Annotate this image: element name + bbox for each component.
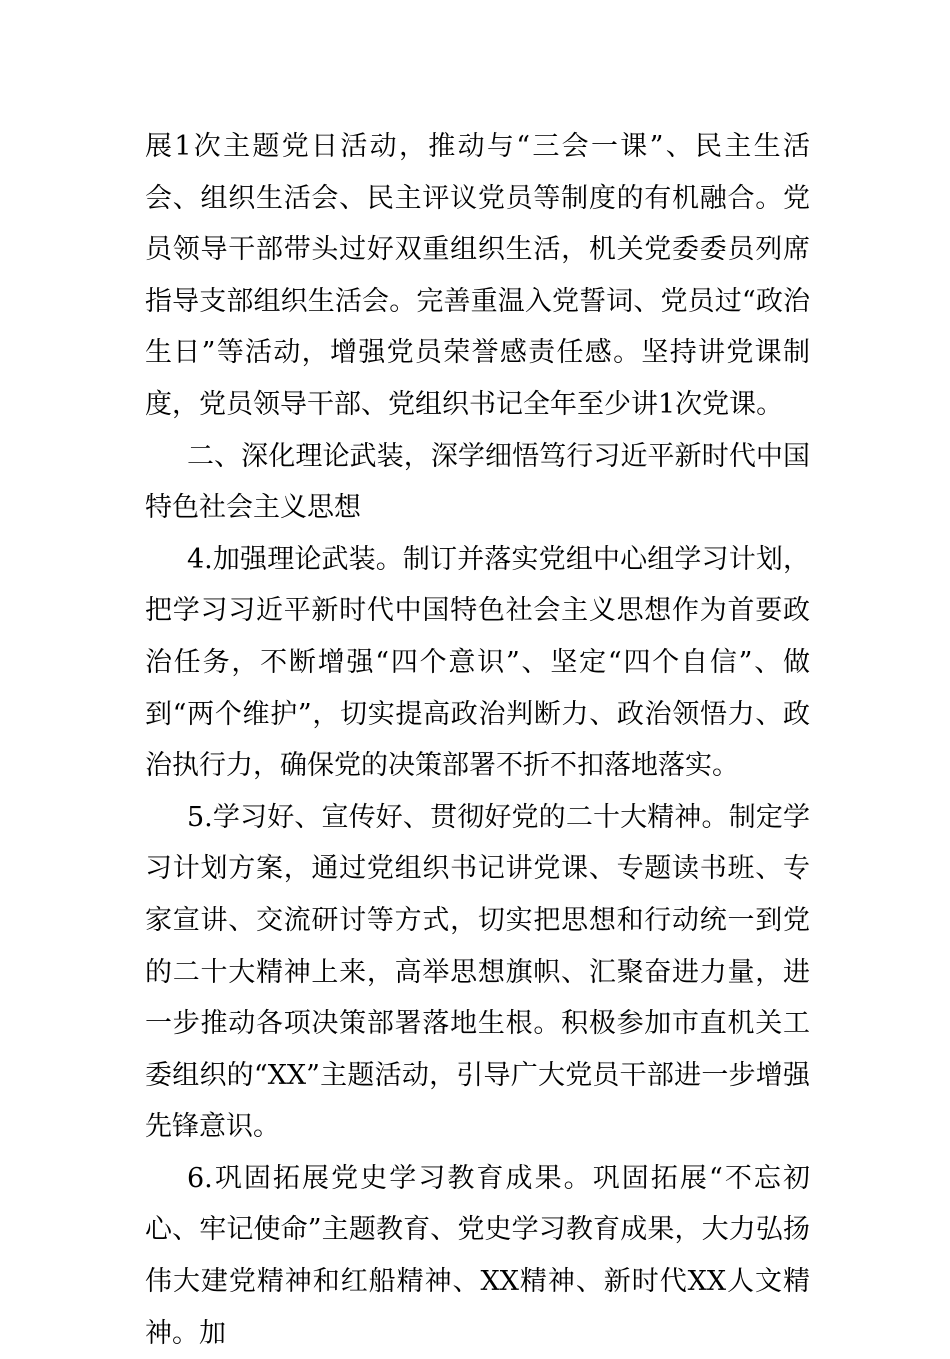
document-body — [145, 121, 810, 1359]
section-heading-theory-armament: 二、深化理论武装，深学细悟笃行习近平新时代中国特色社会主义思想 — [145, 440, 810, 524]
paragraph-item-6: 6.巩固拓展党史学习教育成果。巩固拓展“不忘初心、牢记使命”主题教育、党史学习教育成果，大力弘扬伟大建党精神和红船精神、XX精神、新时代XX人文精神。加 — [145, 1162, 810, 1349]
paragraph-item-5: 5.学习好、宣传好、贯彻好党的二十大精神。制定学习计划方案，通过党组织书记讲党课、专题读书班、专家宣讲、交流研讨等方式，切实把思想和行动统一到党的二十大精神上来，高举思想旗帜、汇聚奋进力量，进一步推动各项决策部署落地生根。积极参加市直机关工委组织的“XX”主题活动，引导广大党员干部进一步增强先锋意识。 — [145, 801, 810, 1143]
paragraph-item-4: 4.加强理论武装。制订并落实党组中心组学习计划，把学习习近平新时代中国特色社会主义思想作为首要政治任务，不断增强“四个意识”、坚定“四个自信”、做到“两个维护”，切实提高政治判断力、政治领悟力、政治执行力，确保党的决策部署不折不扣落地落实。 — [145, 543, 810, 782]
paragraph-continued-party-day: 展1次主题党日活动，推动与“三会一课”、民主生活会、组织生活会、民主评议党员等制度的有机融合。党员领导干部带头过好双重组织生活，机关党委委员列席指导支部组织生活会。完善重温入党誓词、党员过“政治生日”等活动，增强党员荣誉感责任感。坚持讲党课制度，党员领导干部、党组织书记全年至少讲1次党课。 — [145, 131, 810, 420]
